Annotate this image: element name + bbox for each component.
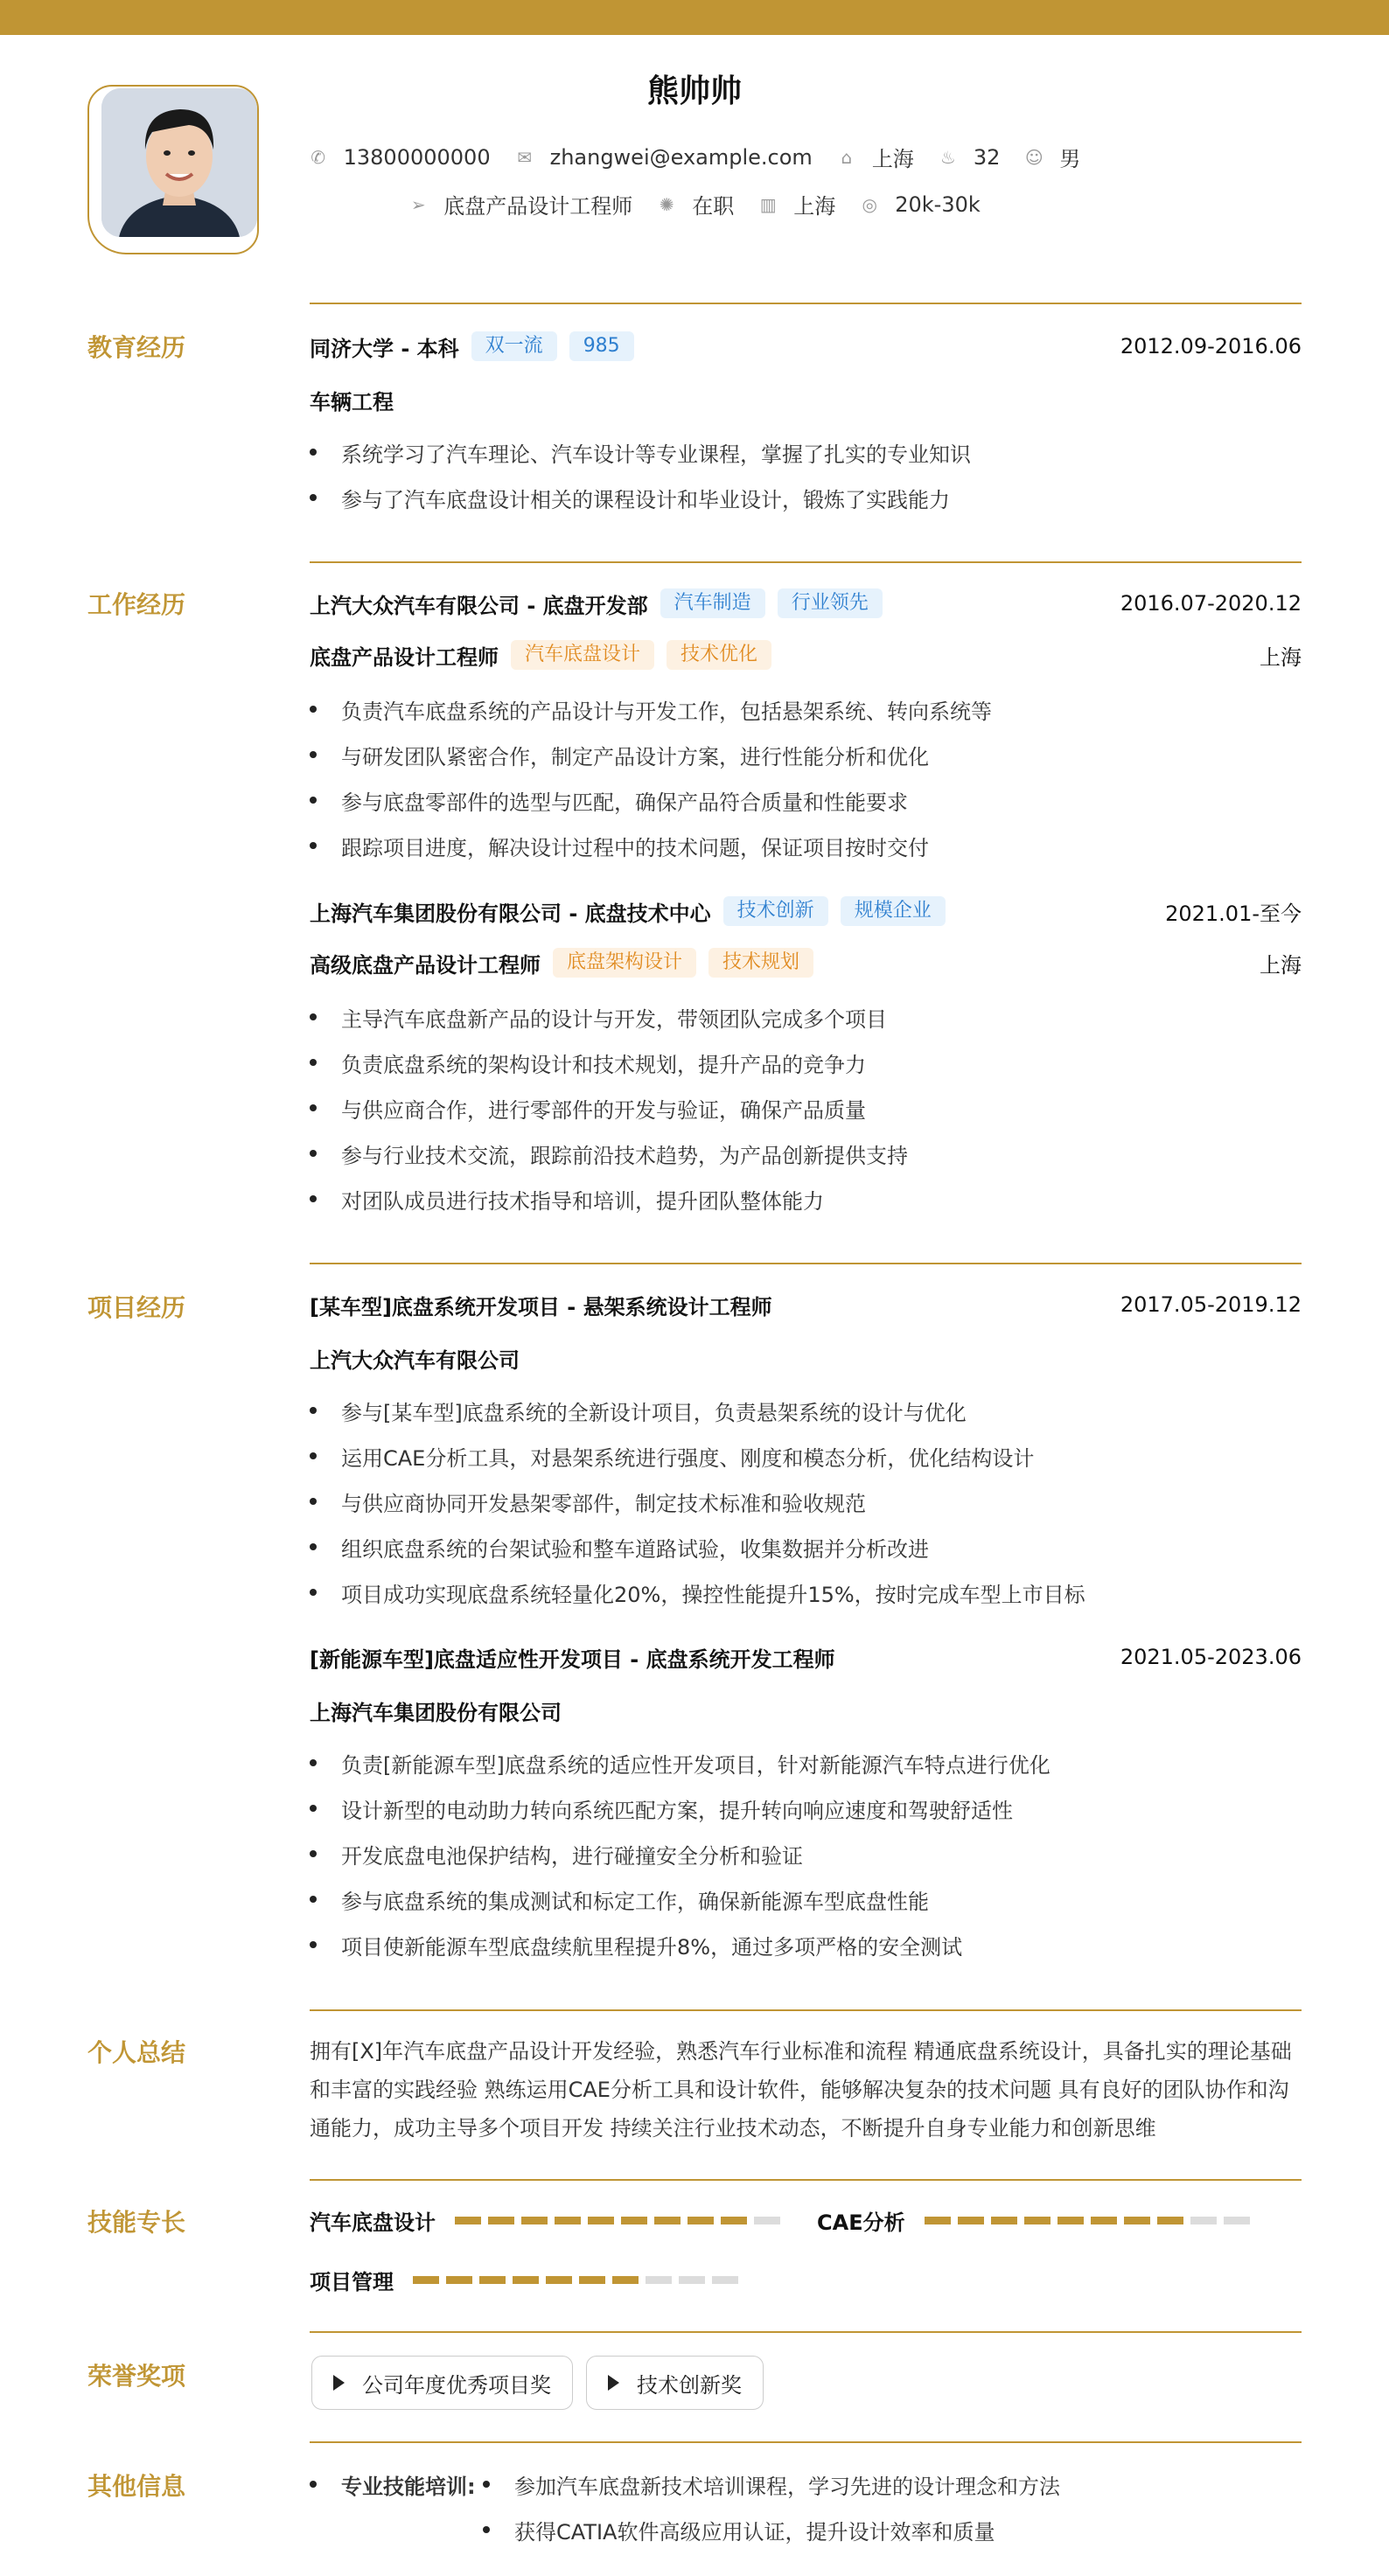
skill-level-segment	[1091, 2217, 1117, 2224]
award-label: 技术创新奖	[637, 2372, 742, 2398]
list-item: 与供应商合作，进行零部件的开发与验证，确保产品质量	[310, 1093, 1302, 1124]
skill-level-bar	[455, 2217, 787, 2224]
home-icon: ⌂	[841, 146, 853, 168]
list-item: 参与行业技术交流，跟踪前沿技术趋势，为产品创新提供支持	[310, 1138, 1302, 1169]
date: 2012.09-2016.06	[1120, 334, 1302, 359]
section-title-projects: 项目经历	[87, 1293, 186, 1322]
candidate-name: 熊帅帅	[646, 73, 742, 109]
play-icon	[333, 2375, 345, 2391]
project-org: 上海汽车集团股份有限公司	[310, 1701, 562, 1725]
play-icon	[608, 2375, 619, 2391]
job-header	[310, 588, 1302, 619]
list-item: 组织底盘系统的台架试验和整车道路试验，收集数据并分析改进	[310, 1532, 1302, 1563]
divider	[310, 1263, 1302, 1264]
section-title-other: 其他信息	[87, 2472, 186, 2501]
summary-line: 和丰富的实践经验 熟练运用CAE分析工具和设计软件，能够解决复杂的技术问题 具有良好的团队协作和沟	[310, 2078, 1289, 2102]
tag: 双一流	[471, 331, 557, 361]
list-item: 获得CATIA软件高级应用认证，提升设计效率和质量	[483, 2515, 1270, 2545]
tag: 技术创新	[723, 896, 828, 926]
age: 32	[973, 144, 1001, 170]
education-header	[310, 331, 1302, 362]
list-item: 项目成功实现底盘系统轻量化20%，操控性能提升15%，按时完成车型上市目标	[310, 1577, 1302, 1608]
skill-item	[817, 2205, 1257, 2236]
divider	[310, 2331, 1302, 2333]
skill-level-segment	[546, 2276, 572, 2284]
list-item: 设计新型的电动助力转向系统匹配方案，提升转向响应速度和驾驶舒适性	[310, 1793, 1302, 1824]
section-title-education: 教育经历	[87, 333, 186, 362]
project-header	[310, 1289, 1302, 1320]
gender-icon: ☺	[1024, 146, 1043, 168]
tag: 技术优化	[667, 640, 771, 670]
project-name: [某车型]底盘系统开发项目 - 悬架系统设计工程师	[310, 1294, 772, 1319]
divider	[310, 2441, 1302, 2443]
role: 高级底盘产品设计工程师	[310, 952, 541, 978]
list-item: 开发底盘电池保护结构，进行碰撞安全分析和验证	[310, 1839, 1302, 1869]
date: 2021.05-2023.06	[1120, 1645, 1302, 1669]
job-role	[310, 639, 1302, 671]
skill-level-segment	[991, 2217, 1017, 2224]
tag: 汽车制造	[660, 588, 765, 618]
tag: 汽车底盘设计	[511, 640, 654, 670]
phone: 13800000000	[343, 144, 491, 170]
skill-level-segment	[1224, 2217, 1250, 2224]
skill-level-bar	[413, 2276, 745, 2284]
list-item: 负责[新能源车型]底盘系统的适应性开发项目，针对新能源汽车特点进行优化	[310, 1748, 1302, 1779]
skill-name: CAE分析	[817, 2210, 905, 2235]
skill-item	[310, 2205, 787, 2236]
tag: 985	[569, 331, 634, 361]
skill-level-segment	[1057, 2217, 1084, 2224]
gender: 男	[1059, 147, 1081, 171]
position: 底盘产品设计工程师	[443, 194, 633, 219]
skill-level-segment	[521, 2217, 548, 2224]
job-intent-row	[0, 189, 1389, 219]
list-item: 项目使新能源车型底盘续航里程提升8%，通过多项严格的安全测试	[310, 1930, 1302, 1960]
list-item: 跟踪项目进度，解决设计过程中的技术问题，保证项目按时交付	[310, 831, 1302, 861]
divider	[310, 2179, 1302, 2181]
status: 在职	[692, 194, 735, 219]
job-role	[310, 947, 1302, 978]
phone-icon: ✆	[311, 146, 325, 168]
list-item: 负责汽车底盘系统的产品设计与开发工作，包括悬架系统、转向系统等	[310, 694, 1302, 725]
other-label: 专业技能培训:	[310, 2469, 502, 2500]
list-item: 参与了汽车底盘设计相关的课程设计和毕业设计，锻炼了实践能力	[310, 483, 1302, 513]
skill-level-segment	[446, 2276, 472, 2284]
skill-name: 项目管理	[310, 2270, 394, 2294]
major: 车辆工程	[310, 390, 394, 414]
skill-level-segment	[612, 2276, 639, 2284]
skill-item	[310, 2265, 745, 2295]
list-item: 对团队成员进行技术指导和培训，提升团队整体能力	[310, 1184, 1302, 1215]
skill-level-segment	[712, 2276, 738, 2284]
skill-level-segment	[646, 2276, 672, 2284]
skill-level-segment	[679, 2276, 705, 2284]
list-item: 参与底盘零部件的选型与匹配，确保产品符合质量和性能要求	[310, 785, 1302, 816]
salary: 20k-30k	[895, 191, 981, 217]
skill-level-segment	[958, 2217, 984, 2224]
date: 2021.01-至今	[1165, 901, 1302, 926]
skill-level-segment	[1190, 2217, 1217, 2224]
skill-level-segment	[1124, 2217, 1150, 2224]
tag: 底盘架构设计	[553, 948, 696, 978]
skill-level-segment	[721, 2217, 747, 2224]
location: 上海	[871, 147, 914, 171]
send-icon: ➢	[410, 193, 426, 215]
company: 上海汽车集团股份有限公司 - 底盘技术中心	[310, 901, 711, 926]
list-item: 与供应商协同开发悬架零部件，制定技术标准和验收规范	[310, 1486, 1302, 1517]
skill-level-segment	[754, 2217, 780, 2224]
list-item: 主导汽车底盘新产品的设计与开发，带领团队完成多个项目	[310, 1002, 1302, 1033]
list-item: 参与[某车型]底盘系统的全新设计项目，负责悬架系统的设计与优化	[310, 1396, 1302, 1426]
skill-level-bar	[925, 2217, 1257, 2224]
list-item: 负责底盘系统的架构设计和技术规划，提升产品的竞争力	[310, 1048, 1302, 1078]
project-name: [新能源车型]底盘适应性开发项目 - 底盘系统开发工程师	[310, 1647, 835, 1672]
skill-level-segment	[479, 2276, 506, 2284]
skill-name: 汽车底盘设计	[310, 2210, 436, 2235]
skill-level-segment	[925, 2217, 951, 2224]
building-icon: ▥	[759, 193, 777, 215]
section-title-skills: 技能专长	[87, 2208, 186, 2237]
skill-level-segment	[1024, 2217, 1050, 2224]
salary-icon: ◎	[862, 193, 877, 215]
list-item: 参加汽车底盘新技术培训课程，学习先进的设计理念和方法	[483, 2469, 1270, 2500]
skill-level-segment	[579, 2276, 605, 2284]
skill-level-segment	[688, 2217, 714, 2224]
award-label: 公司年度优秀项目奖	[362, 2372, 551, 2398]
status-icon: ✺	[659, 193, 674, 215]
award-badge	[586, 2356, 764, 2410]
tag: 技术规划	[708, 948, 813, 978]
skill-level-segment	[588, 2217, 614, 2224]
tag: 行业领先	[778, 588, 883, 618]
top-accent-bar	[0, 0, 1389, 35]
date: 2017.05-2019.12	[1120, 1292, 1302, 1317]
cake-icon: ♨	[939, 146, 956, 168]
job-location: 上海	[1260, 952, 1302, 978]
email: zhangwei@example.com	[549, 144, 813, 170]
divider	[310, 303, 1302, 304]
skill-level-segment	[488, 2217, 514, 2224]
mail-icon: ✉	[517, 146, 532, 168]
list-item: 系统学习了汽车理论、汽车设计等专业课程，掌握了扎实的专业知识	[310, 437, 1302, 468]
skill-level-segment	[1157, 2217, 1183, 2224]
summary-line: 通能力，成功主导多个项目开发 持续关注行业技术动态，不断提升自身专业能力和创新思维	[310, 2116, 1156, 2141]
award-badge	[311, 2356, 573, 2410]
skill-level-segment	[555, 2217, 581, 2224]
job-header	[310, 895, 1302, 927]
tag: 规模企业	[841, 896, 946, 926]
project-header	[310, 1641, 1302, 1673]
job-location: 上海	[1260, 644, 1302, 670]
skill-level-segment	[455, 2217, 481, 2224]
skill-level-segment	[654, 2217, 681, 2224]
divider	[310, 561, 1302, 563]
list-item: 参与底盘系统的集成测试和标定工作，确保新能源车型底盘性能	[310, 1884, 1302, 1915]
summary-line: 拥有[X]年汽车底盘产品设计开发经验，熟悉汽车行业标准和流程 精通底盘系统设计，具备扎实的理论基础	[310, 2039, 1292, 2064]
section-title-work: 工作经历	[87, 590, 186, 619]
section-title-awards: 荣誉奖项	[87, 2362, 186, 2391]
list-item: 与研发团队紧密合作，制定产品设计方案，进行性能分析和优化	[310, 740, 1302, 770]
skill-level-segment	[413, 2276, 439, 2284]
date: 2016.07-2020.12	[1120, 591, 1302, 616]
company: 上汽大众汽车有限公司 - 底盘开发部	[310, 593, 648, 618]
skill-level-segment	[621, 2217, 647, 2224]
project-org: 上汽大众汽车有限公司	[310, 1348, 520, 1373]
summary-text	[310, 2032, 1302, 2148]
school: 同济大学 - 本科	[310, 336, 459, 361]
skill-level-segment	[513, 2276, 539, 2284]
city: 上海	[793, 194, 836, 219]
section-title-summary: 个人总结	[87, 2038, 186, 2067]
contact-row	[0, 142, 1389, 172]
role: 底盘产品设计工程师	[310, 644, 499, 670]
list-item: 运用CAE分析工具，对悬架系统进行强度、刚度和模态分析，优化结构设计	[310, 1441, 1302, 1472]
divider	[310, 2009, 1302, 2011]
